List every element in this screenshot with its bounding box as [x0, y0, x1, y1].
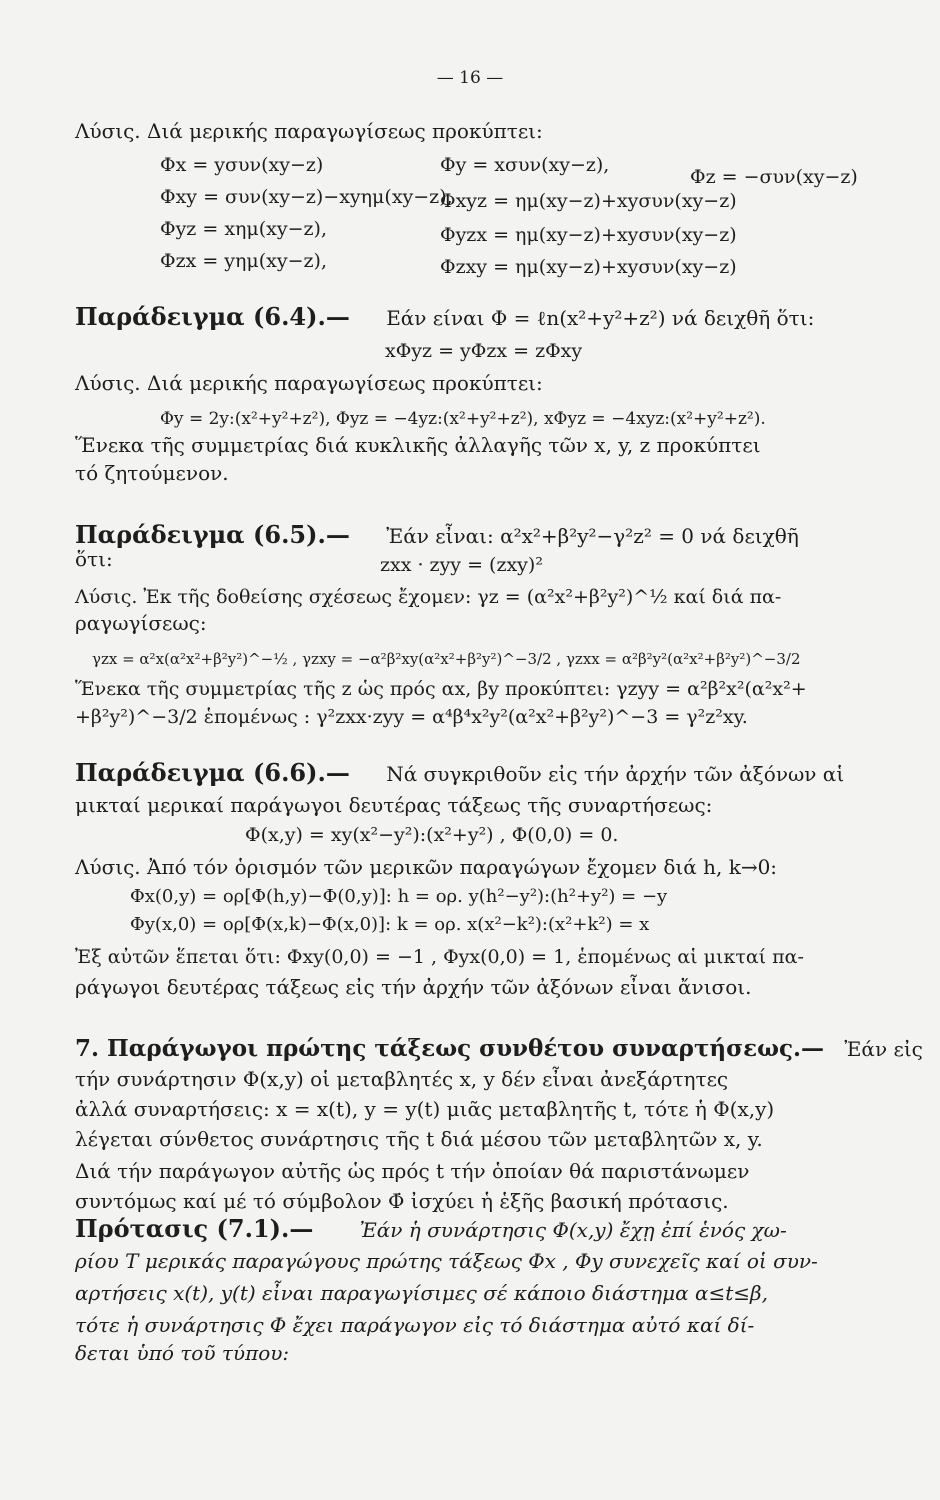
example-6-5-solution: Λύσις. Ἐκ τῆς δοθείσης σχέσεως ἔχομεν: γz = (α²x²+β²y²)^½ καί διά πα- [75, 586, 782, 608]
example-6-4-derivatives: Φy = 2y:(x²+y²+z²), Φyz = −4yz:(x²+y²+z²), xΦyz = −4xyz:(x²+y²+z²). [160, 409, 766, 429]
section-7-line-2: ἀλλά συναρτήσεις: x = x(t), y = y(t) μιᾶς μεταβλητῆς t, τότε ἡ Φ(x,y) [75, 1097, 775, 1121]
proposition-7-1 [75, 1216, 900, 1243]
example-6-6-conclusion: ράγωγοι δευτέρας τάξεως εἰς τήν ἀρχήν τῶν ἀξόνων εἶναι ἄνισοι. [75, 975, 752, 999]
example-6-4-equation: xΦyz = yΦzx = zΦxy [385, 340, 583, 362]
section-7-line-1: τήν συνάρτησιν Φ(x,y) οἱ μεταβλητές x, y δέν εἶναι ἀνεξάρτητες [75, 1067, 729, 1091]
example-6-4-heading: Παράδειγμα (6.4).— [75, 302, 350, 331]
example-6-5-differentiation: ραγωγίσεως: [75, 611, 207, 635]
formula-phi-z: Φz = −συν(xy−z) [690, 166, 858, 188]
example-6-6-statement: Νά συγκριθοῦν εἰς τήν ἀρχήν τῶν ἀξόνων αἱ [386, 762, 845, 786]
example-6-5-heading: Παράδειγμα (6.5).— [75, 520, 350, 549]
formula-phi-xyz: Φxyz = ημ(xy−z)+xyσυν(xy−z) [440, 190, 737, 212]
formula-phi-y: Φy = xσυν(xy−z), [440, 154, 610, 176]
example-6-4-symmetry: Ἕνεκα τῆς συμμετρίας διά κυκλικῆς ἀλλαγῆς τῶν x, y, z προκύπτει [75, 433, 761, 457]
example-6-5-symmetry: Ἕνεκα τῆς συμμετρίας τῆς z ὡς πρός αx, βy προκύπτει: γzyy = α²β²x²(α²x²+ [75, 678, 807, 700]
proposition-7-1-statement: Ἐάν ἡ συνάρτησις Φ(x,y) ἔχῃ ἐπί ἑνός χω- [359, 1218, 787, 1242]
formula-phi-zx: Φzx = yημ(xy−z), [160, 250, 328, 272]
section-7 [75, 1035, 923, 1062]
page-number: — 16 — [436, 68, 504, 88]
solution-intro: Λύσις. Διά μερικής παραγωγίσεως προκύπτει: [75, 119, 543, 143]
section-7-start: Ἐάν εἰς [844, 1037, 923, 1061]
example-6-4-solution: Λύσις. Διά μερικής παραγωγίσεως προκύπτει: [75, 371, 543, 395]
formula-phi-x: Φx = yσυν(xy−z) [160, 154, 324, 176]
proposition-7-1-line-2: αρτήσεις x(t), y(t) εἶναι παραγωγίσιμες σέ κάποιο διάστημα α≤t≤β, [75, 1281, 768, 1305]
example-6-6-phi-y: Φy(x,0) = ορ[Φ(x,k)−Φ(x,0)]: k = ορ. x(x²−k²):(x²+k²) = x [130, 914, 650, 935]
example-6-6-line: μικταί μερικαί παράγωγοι δευτέρας τάξεως τῆς συναρτήσεως: [75, 793, 713, 817]
example-6-6-phi-x: Φx(0,y) = ορ[Φ(h,y)−Φ(0,y)]: h = ορ. y(h²−y²):(h²+y²) = −y [130, 886, 668, 907]
example-6-5 [75, 522, 900, 549]
example-6-5-derivatives: γzx = α²x(α²x²+β²y²)^−½ , γzxy = −α²β²xy(α²x²+β²y²)^−3/2 , γzxx = α²β²y²(α²x²+β²y²)^−3/2 [92, 650, 801, 668]
section-7-line-5: συντόμως καί μέ τό σύμβολον Φ̇ ἰσχύει ἡ ἑξῆς βασική πρότασις. [75, 1189, 729, 1213]
section-7-line-4: Διά τήν παράγωγον αὐτῆς ὡς πρός t τήν ὁποίαν θά παριστάνωμεν [75, 1159, 750, 1183]
section-7-line-3: λέγεται σύνθετος συνάρτησις τῆς t διά μέσου τῶν μεταβλητῶν x, y. [75, 1127, 763, 1151]
example-6-6-heading: Παράδειγμα (6.6).— [75, 758, 350, 787]
example-6-5-result: +β²y²)^−3/2 ἑπομένως : γ²zxx·zyy = α⁴β⁴x²y²(α²x²+β²y²)^−3 = γ²z²xy. [75, 706, 748, 728]
example-6-5-statement: Ἐάν εἶναι: α²x²+β²y²−γ²z² = 0 νά δειχθῆ [386, 524, 799, 548]
example-6-5-that: ὅτι: [75, 547, 113, 571]
proposition-7-1-line-3: τότε ἡ συνάρτησις Φ ἔχει παράγωγον εἰς τό διάστημα αὐτό καί δί- [75, 1313, 755, 1337]
proposition-7-1-line-1: ρίου T μερικάς παραγώγους πρώτης τάξεως Φx , Φy συνεχεῖς καί οἱ συν- [75, 1249, 818, 1273]
example-6-5-equation: zxx · zyy = (zxy)² [380, 554, 543, 576]
proposition-7-1-line-4: δεται ὑπό τοῦ τύπου: [75, 1341, 290, 1365]
section-7-heading: 7. Παράγωγοι πρώτης τάξεως συνθέτου συναρτήσεως.— [75, 1035, 825, 1062]
example-6-4-conclusion: τό ζητούμενον. [75, 461, 229, 485]
formula-phi-zxy: Φzxy = ημ(xy−z)+xyσυν(xy−z) [440, 256, 737, 278]
proposition-7-1-heading: Πρότασις (7.1).— [75, 1214, 314, 1243]
example-6-6 [75, 760, 900, 787]
formula-phi-xy: Φxy = συν(xy−z)−xyημ(xy−z), [160, 186, 453, 208]
example-6-6-function: Φ(x,y) = xy(x²−y²):(x²+y²) , Φ(0,0) = 0. [245, 824, 619, 846]
formula-phi-yzx: Φyzx = ημ(xy−z)+xyσυν(xy−z) [440, 224, 737, 246]
example-6-6-solution: Λύσις. Ἀπό τόν ὁρισμόν τῶν μερικῶν παραγώγων ἔχομεν διά h, k→0: [75, 855, 778, 879]
example-6-4 [75, 304, 900, 331]
example-6-4-statement: Εάν είναι Φ = ℓn(x²+y²+z²) νά δειχθῆ ὅτι: [386, 306, 815, 330]
formula-phi-yz: Φyz = xημ(xy−z), [160, 218, 328, 240]
example-6-6-consequence: Ἐξ αὐτῶν ἕπεται ὅτι: Φxy(0,0) = −1 , Φyx(0,0) = 1, ἑπομένως αἱ μικταί πα- [75, 946, 804, 968]
